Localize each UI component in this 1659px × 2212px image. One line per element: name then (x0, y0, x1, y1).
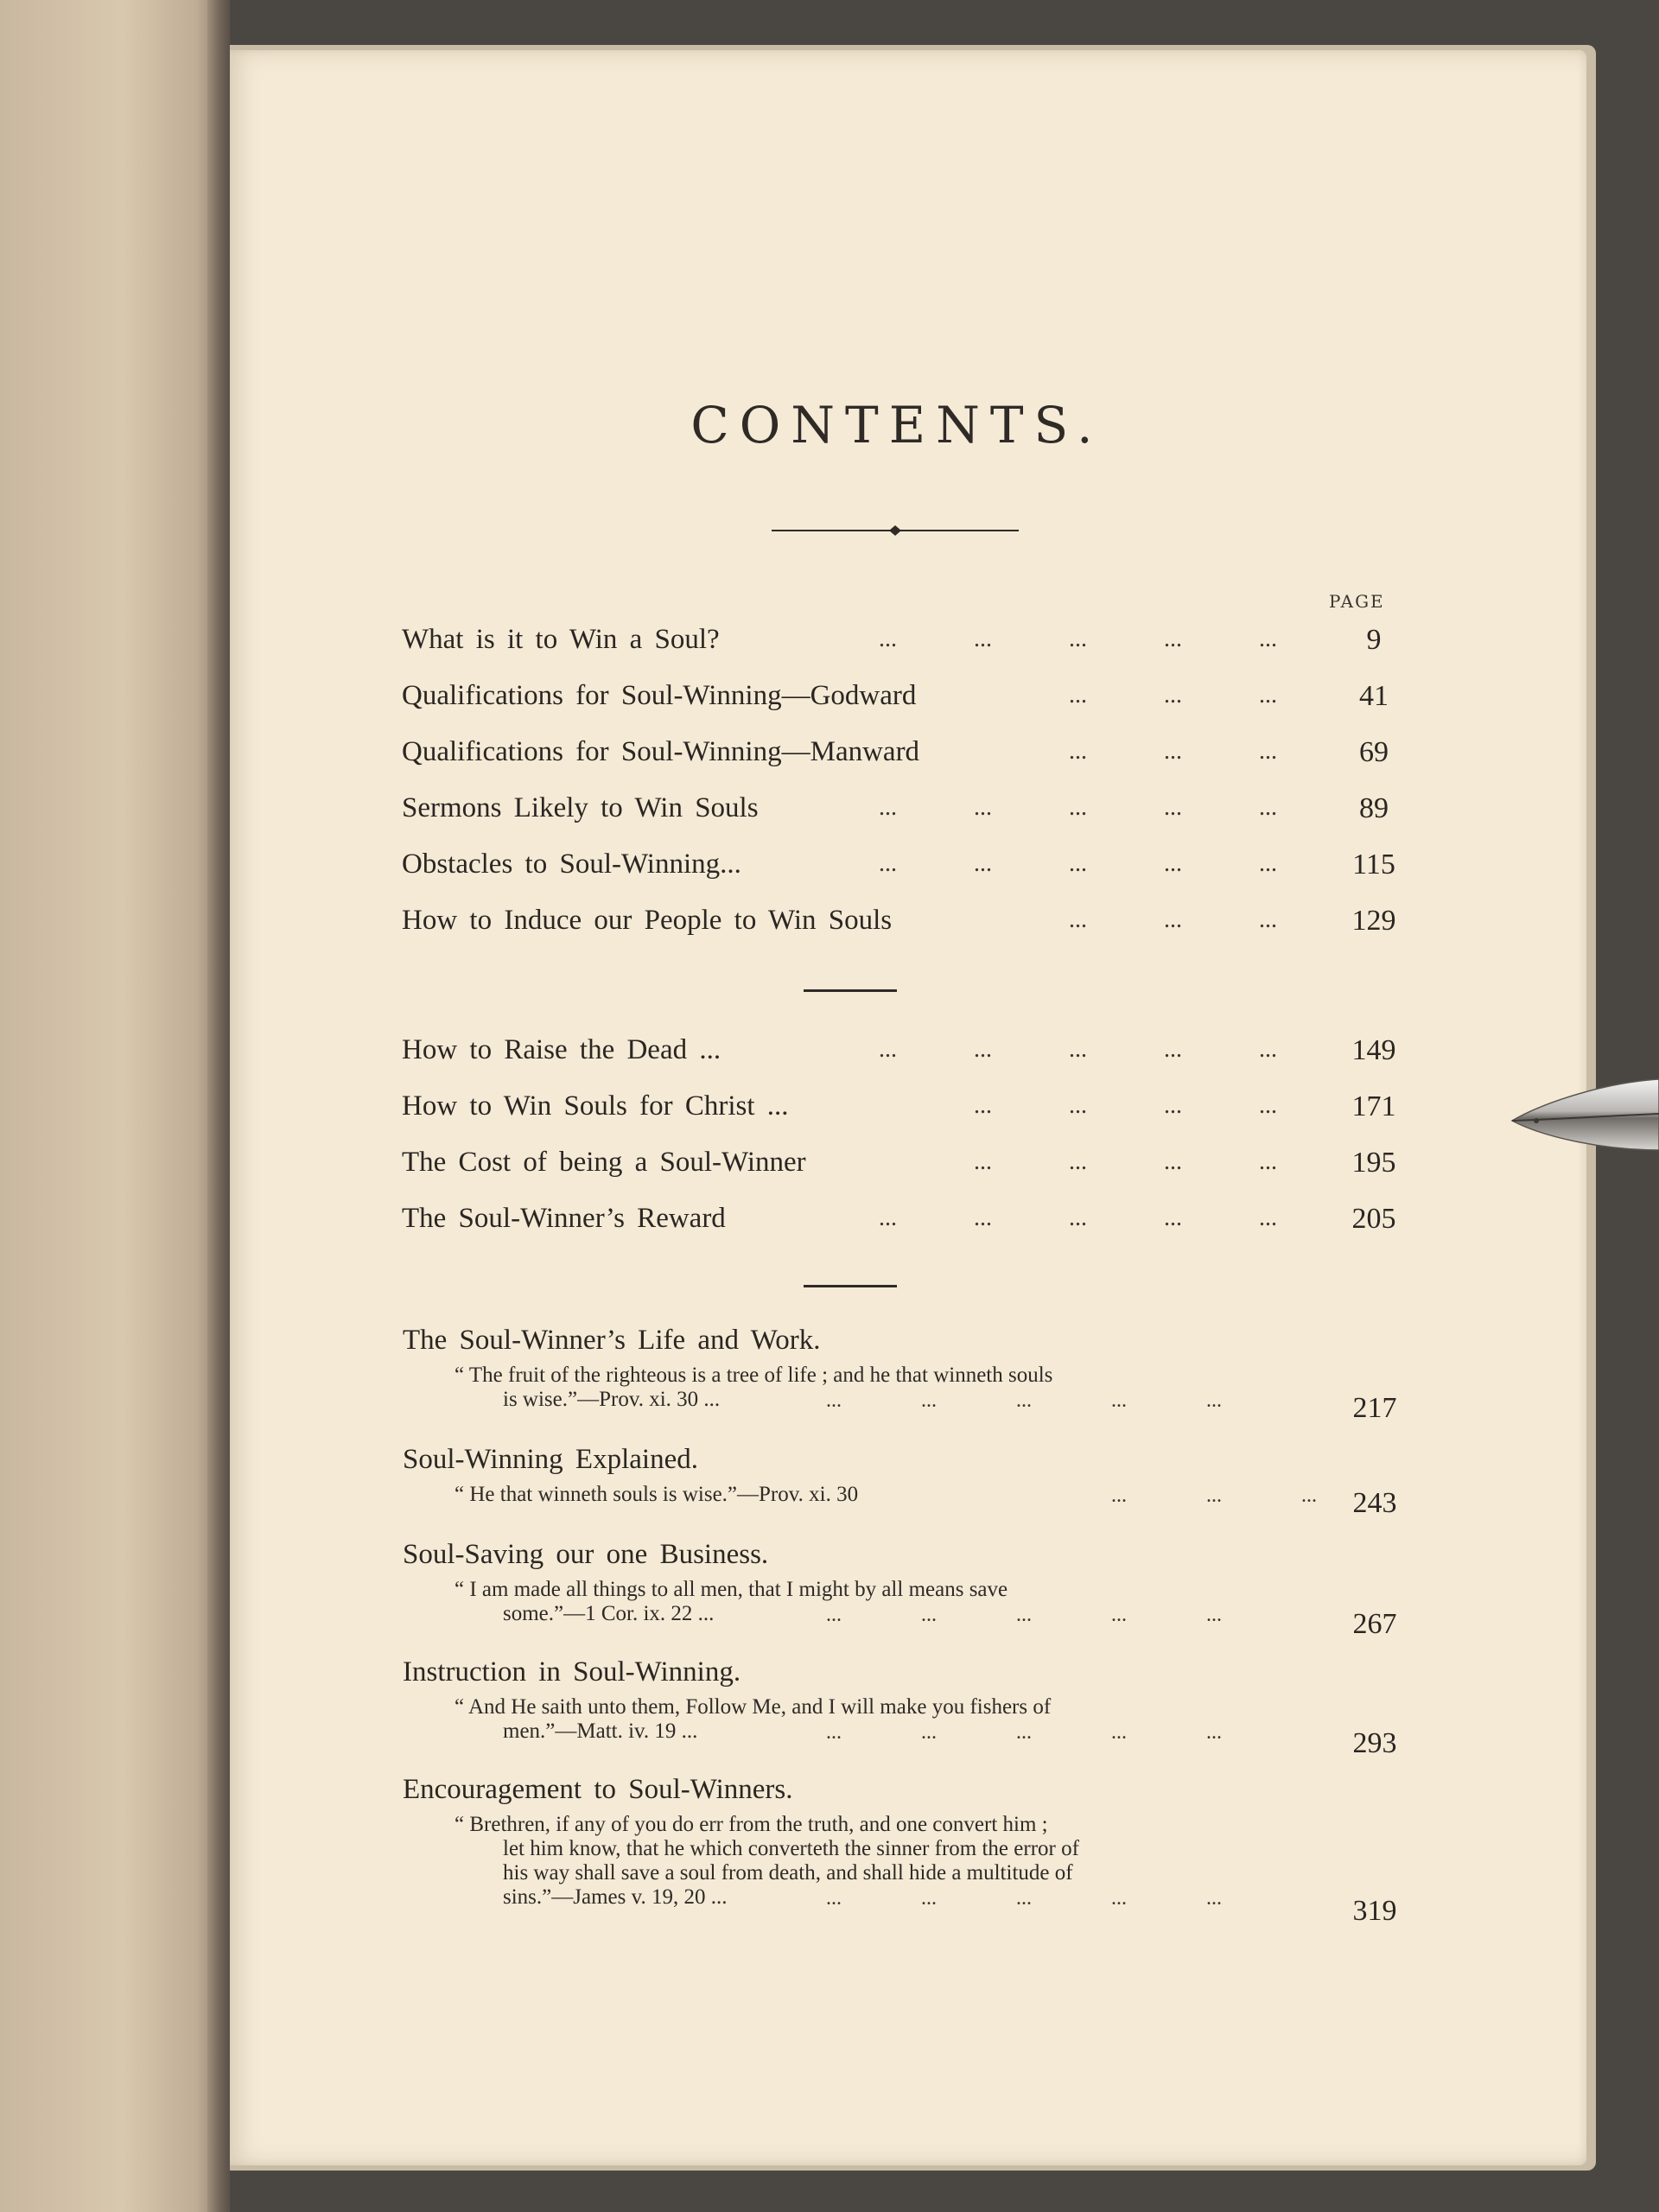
toc-entry-title: Obstacles to Soul-Winning... (402, 849, 741, 880)
toc-entry[interactable] (402, 624, 1395, 667)
leader-dots: ... (826, 1604, 842, 1626)
leader-dots: ... (1111, 1484, 1127, 1507)
toc-entry[interactable] (402, 736, 1395, 779)
leader-dots: ... (879, 1036, 897, 1063)
toc-entry[interactable] (402, 1203, 1395, 1246)
toc-entry-title: How to Win Souls for Christ ... (402, 1090, 789, 1122)
quote-line: sins.”—James v. 19, 20 ... (503, 1885, 728, 1909)
leader-dots: ... (974, 1092, 992, 1119)
sermon-quote (454, 1695, 1301, 1744)
leader-dots: ... (1301, 1484, 1317, 1507)
divider-ornament (772, 518, 1019, 543)
leader-dots: ... (1069, 738, 1087, 765)
leader-dots: ... (974, 794, 992, 821)
sermon-entry[interactable] (403, 1656, 1414, 1759)
leader-dots: ... (1069, 626, 1087, 652)
pen-nib-icon (1510, 1067, 1659, 1171)
sermon-quote (454, 1363, 1301, 1412)
leader-dots: ... (1164, 1205, 1182, 1231)
leader-dots: ... (1111, 1604, 1127, 1626)
toc-entry[interactable] (402, 680, 1395, 723)
sermon-entry[interactable] (403, 1444, 1414, 1519)
toc-entry-title: What is it to Win a Soul? (402, 624, 720, 655)
leader-dots: ... (1069, 1092, 1087, 1119)
sermon-title: Soul-Winning Explained. (403, 1444, 698, 1475)
leader-dots: ... (1016, 1721, 1032, 1744)
leader-dots: ... (826, 1389, 842, 1412)
toc-entry[interactable] (402, 1090, 1395, 1134)
sermon-title: Instruction in Soul-Winning. (403, 1656, 741, 1688)
toc-entry-title: How to Raise the Dead ... (402, 1034, 721, 1065)
quote-line: let him know, that he which converteth the sinner from the error of (503, 1837, 1079, 1860)
leader-dots: ... (921, 1721, 937, 1744)
toc-entry[interactable] (402, 792, 1395, 836)
leader-dots: ... (1259, 850, 1277, 877)
leader-dots: ... (1111, 1389, 1127, 1412)
quote-line: men.”—Matt. iv. 19 ... (503, 1719, 698, 1743)
leader-dots: ... (879, 1205, 897, 1231)
leader-dots: ... (974, 1148, 992, 1175)
leader-dots: ... (974, 1205, 992, 1231)
quote-line: “ I am made all things to all men, that I might by all means save (454, 1578, 1008, 1601)
leader-dots: ... (1164, 850, 1182, 877)
leader-dots: ... (1206, 1484, 1222, 1507)
sermon-entry[interactable] (403, 1774, 1414, 1927)
toc-entry-page: 149 (1351, 1034, 1396, 1066)
sermon-page: 319 (1352, 1895, 1397, 1927)
leader-dots: ... (1164, 738, 1182, 765)
left-page (0, 0, 223, 2212)
quote-line: is wise.”—Prov. xi. 30 ... (503, 1388, 721, 1411)
leader-dots: ... (1069, 682, 1087, 709)
leader-dots: ... (826, 1721, 842, 1744)
toc-entry-title: Qualifications for Soul-Winning—Manward (402, 736, 920, 767)
sermon-title: The Soul-Winner’s Life and Work. (403, 1325, 821, 1356)
leader-dots: ... (1164, 794, 1182, 821)
toc-entry[interactable] (402, 849, 1395, 892)
leader-dots: ... (1016, 1887, 1032, 1910)
quote-line: some.”—1 Cor. ix. 22 ... (503, 1602, 715, 1625)
leader-dots: ... (1206, 1389, 1222, 1412)
sermon-quote (454, 1578, 1301, 1626)
toc-entry-page: 41 (1359, 680, 1389, 712)
toc-entry-page: 129 (1351, 905, 1396, 937)
toc-entry-page: 9 (1366, 624, 1382, 656)
leader-dots: ... (1016, 1604, 1032, 1626)
toc-entry[interactable] (402, 905, 1395, 948)
leader-dots: ... (1259, 1148, 1277, 1175)
toc-entry-title: Sermons Likely to Win Souls (402, 792, 759, 823)
toc-entry-page: 171 (1351, 1090, 1396, 1122)
leader-dots: ... (1259, 906, 1277, 933)
sermon-page: 217 (1352, 1392, 1397, 1424)
sermon-title: Soul-Saving our one Business. (403, 1539, 769, 1570)
sermon-page: 243 (1352, 1487, 1397, 1519)
toc-entry-title: Qualifications for Soul-Winning—Godward (402, 680, 917, 711)
sermon-entry[interactable] (403, 1325, 1414, 1424)
quote-line: “ He that winneth souls is wise.”—Prov. xi. 30 (454, 1483, 859, 1506)
leader-dots: ... (1259, 1092, 1277, 1119)
leader-dots: ... (1206, 1721, 1222, 1744)
leader-dots: ... (1259, 1036, 1277, 1063)
leader-dots: ... (1164, 626, 1182, 652)
leader-dots: ... (1069, 1036, 1087, 1063)
leader-dots: ... (826, 1887, 842, 1910)
leader-dots: ... (1259, 682, 1277, 709)
toc-entry-page: 89 (1359, 792, 1389, 824)
page-column-label: PAGE (1329, 591, 1385, 612)
leader-dots: ... (1069, 794, 1087, 821)
leader-dots: ... (1069, 906, 1087, 933)
leader-dots: ... (1164, 1092, 1182, 1119)
toc-entry-page: 69 (1359, 736, 1389, 768)
toc-entry-title: The Soul-Winner’s Reward (402, 1203, 726, 1234)
quote-line: “ The fruit of the righteous is a tree of life ; and he that winneth souls (454, 1363, 1053, 1387)
leader-dots: ... (1069, 1148, 1087, 1175)
leader-dots: ... (1069, 850, 1087, 877)
leader-dots: ... (879, 794, 897, 821)
leader-dots: ... (974, 850, 992, 877)
leader-dots: ... (1164, 906, 1182, 933)
quote-line: “ Brethren, if any of you do err from the truth, and one convert him ; (454, 1813, 1048, 1836)
sermon-quote (454, 1813, 1301, 1910)
leader-dots: ... (1164, 682, 1182, 709)
leader-dots: ... (1016, 1389, 1032, 1412)
leader-dots: ... (1259, 626, 1277, 652)
leader-dots: ... (1111, 1887, 1127, 1910)
leader-dots: ... (879, 626, 897, 652)
leader-dots: ... (1259, 794, 1277, 821)
toc-entry-title: The Cost of being a Soul-Winner (402, 1147, 806, 1178)
leader-dots: ... (1164, 1036, 1182, 1063)
toc-entry-page: 205 (1351, 1203, 1396, 1235)
leader-dots: ... (1259, 1205, 1277, 1231)
leader-dots: ... (1069, 1205, 1087, 1231)
page-title: CONTENTS. (690, 396, 1103, 454)
sermon-page: 293 (1352, 1727, 1397, 1759)
sermon-page: 267 (1352, 1608, 1397, 1640)
leader-dots: ... (1206, 1604, 1222, 1626)
leader-dots: ... (921, 1389, 937, 1412)
leader-dots: ... (1164, 1148, 1182, 1175)
quote-line: “ And He saith unto them, Follow Me, and I will make you fishers of (454, 1695, 1052, 1719)
toc-entry-page: 195 (1351, 1147, 1396, 1179)
sermon-quote (454, 1483, 1317, 1507)
leader-dots: ... (1259, 738, 1277, 765)
leader-dots: ... (879, 850, 897, 877)
leader-dots: ... (974, 1036, 992, 1063)
sermon-title: Encouragement to Soul-Winners. (403, 1774, 793, 1805)
gutter-shadow (207, 0, 230, 2212)
quote-line: his way shall save a soul from death, and shall hide a multitude of (503, 1861, 1073, 1885)
toc-entry[interactable] (402, 1034, 1395, 1077)
leader-dots: ... (1206, 1887, 1222, 1910)
leader-dots: ... (921, 1887, 937, 1910)
section-divider (804, 989, 897, 992)
toc-entry[interactable] (402, 1147, 1395, 1190)
leader-dots: ... (1111, 1721, 1127, 1744)
leader-dots: ... (974, 626, 992, 652)
toc-entry-title: How to Induce our People to Win Souls (402, 905, 893, 936)
section-divider (804, 1285, 897, 1287)
leader-dots: ... (921, 1604, 937, 1626)
toc-entry-page: 115 (1352, 849, 1395, 880)
sermon-entry[interactable] (403, 1539, 1414, 1640)
